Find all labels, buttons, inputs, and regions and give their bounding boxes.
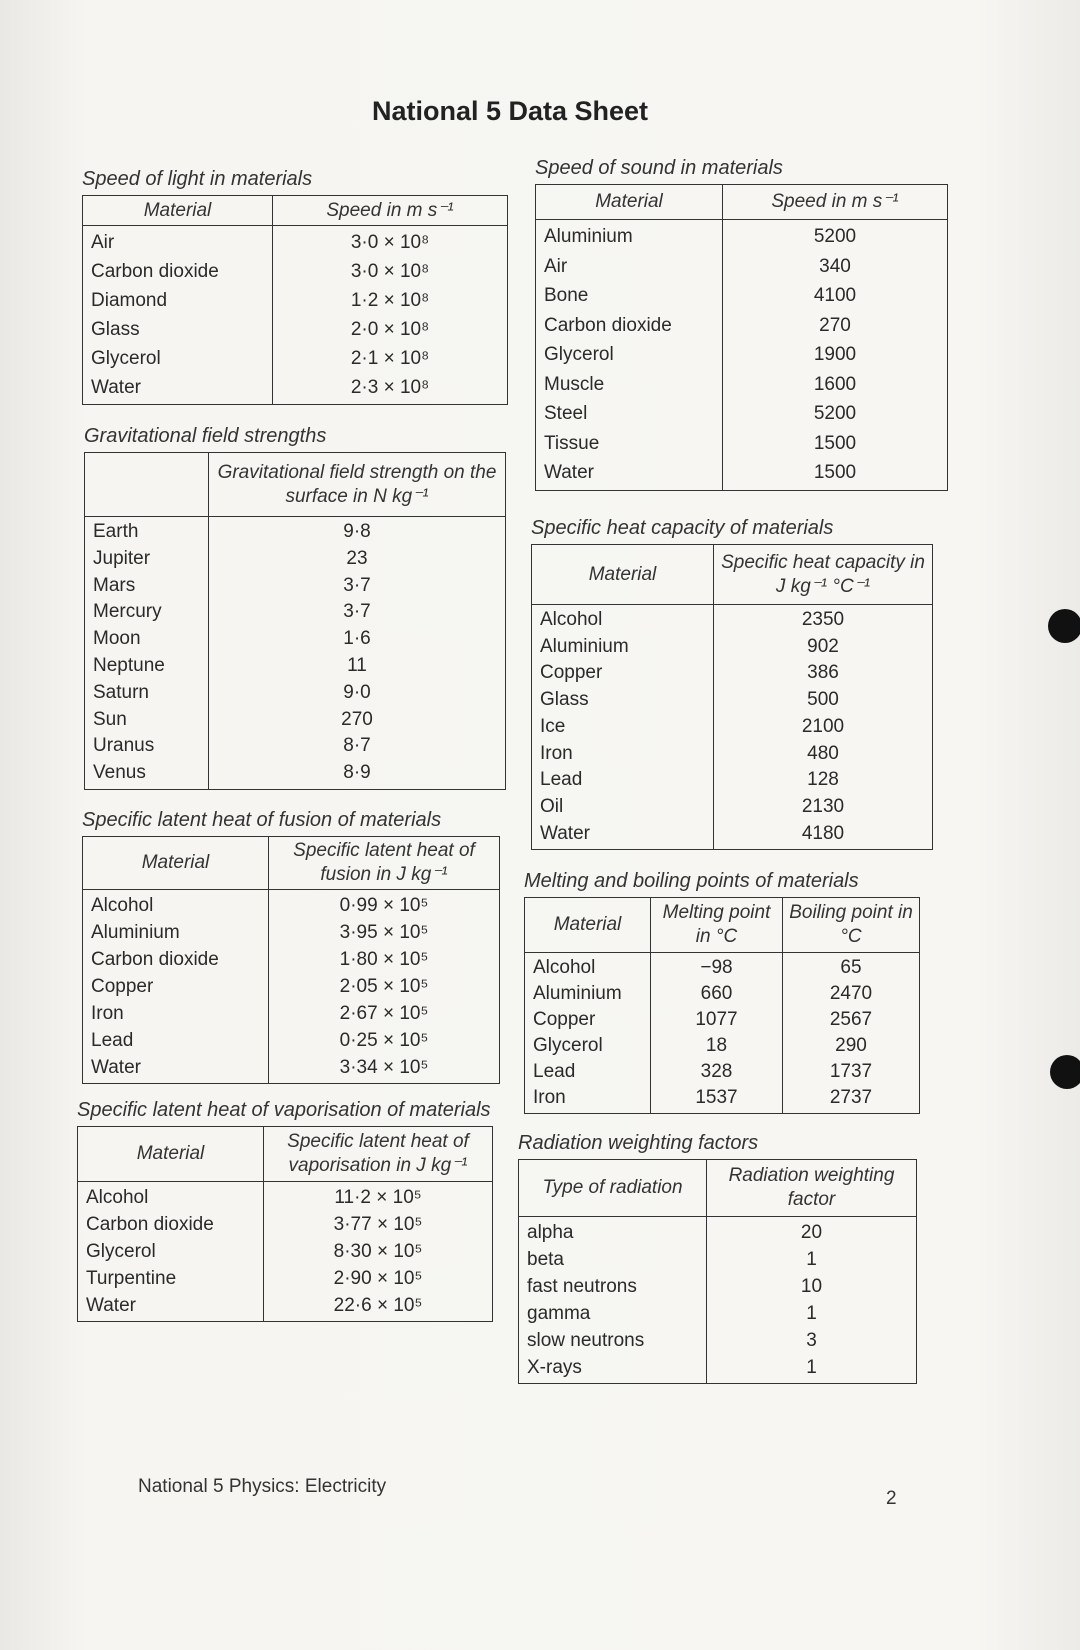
column-header: Boiling point in °C — [783, 898, 920, 953]
row-label: slow neutrons — [527, 1330, 645, 1351]
row-label: Glass — [91, 319, 140, 340]
row-label: Glycerol — [533, 1035, 603, 1056]
row-label: Saturn — [93, 681, 149, 703]
column-cells — [85, 517, 209, 790]
row-value: 340 — [819, 255, 851, 277]
column-header: Specific latent heat of fusion in J kg⁻¹ — [269, 837, 500, 890]
punch-hole — [1048, 609, 1080, 643]
punch-hole — [1050, 1055, 1080, 1089]
table-caption: Specific latent heat of fusion of materials — [82, 809, 442, 831]
row-value: 480 — [807, 742, 839, 764]
table-body — [532, 605, 933, 850]
column-cells — [264, 1182, 493, 1322]
row-label: Lead — [540, 769, 583, 791]
row-value: 18 — [705, 1035, 728, 1056]
row-label: Neptune — [93, 654, 165, 676]
row-label: Lead — [533, 1061, 576, 1082]
speed-of-sound-table — [535, 184, 948, 491]
footer-title: National 5 Physics: Electricity — [138, 1476, 387, 1497]
latent-fusion-table-block — [82, 809, 500, 1084]
row-label: Steel — [544, 403, 588, 424]
row-value: 1900 — [813, 344, 857, 365]
row-label: Glycerol — [544, 344, 614, 365]
table-body — [78, 1182, 493, 1322]
column-cells — [519, 1217, 707, 1384]
radiation-weighting-table — [518, 1159, 917, 1384]
header-row — [83, 196, 508, 226]
row-value: 3·7 — [343, 601, 371, 623]
row-value: 1·80 × 10⁵ — [339, 949, 429, 970]
table-body — [519, 1217, 917, 1384]
column-cells — [525, 953, 651, 1114]
row-value: 290 — [835, 1035, 867, 1056]
column-cells — [78, 1182, 264, 1322]
specific-heat-capacity-table — [531, 544, 933, 850]
row-value: 1 — [806, 1357, 817, 1378]
row-value: 65 — [840, 957, 862, 978]
row-label: Alcohol — [533, 957, 596, 978]
row-value: 3·7 — [343, 574, 371, 596]
row-value: 2350 — [801, 609, 845, 630]
row-label: Glycerol — [86, 1241, 156, 1262]
row-label: Air — [91, 232, 115, 253]
row-value: 2130 — [801, 795, 845, 817]
table-body — [83, 890, 500, 1084]
column-header: Material — [78, 1127, 264, 1182]
table-body — [536, 220, 948, 491]
row-value: 5200 — [813, 403, 857, 424]
column-cells — [651, 953, 783, 1114]
row-value: 1077 — [695, 1009, 738, 1030]
row-value: 2737 — [829, 1087, 873, 1108]
column-cells — [532, 605, 714, 850]
row-label: Copper — [91, 976, 154, 997]
row-label: Iron — [540, 742, 573, 764]
row-label: Lead — [91, 1030, 134, 1051]
table-caption: Melting and boiling points of materials — [524, 870, 859, 892]
column-header: Specific latent heat of vaporisation in J kg⁻¹ — [264, 1127, 493, 1182]
column-cells — [269, 890, 500, 1084]
row-label: Iron — [91, 1003, 124, 1024]
row-value: 1600 — [813, 373, 857, 395]
row-value: 3·95 × 10⁵ — [339, 922, 429, 943]
table-caption: Specific heat capacity of materials — [531, 517, 834, 539]
table-body — [83, 226, 508, 405]
column-header: Material — [536, 185, 723, 220]
header-row — [83, 837, 500, 890]
row-value: 0·25 × 10⁵ — [339, 1030, 429, 1051]
row-label: Carbon dioxide — [91, 949, 219, 970]
row-value: 1500 — [813, 462, 857, 483]
latent-vaporisation-table-block — [77, 1099, 493, 1322]
row-value: 2567 — [829, 1009, 873, 1030]
row-label: Moon — [93, 628, 141, 650]
header-row — [525, 898, 920, 953]
column-cells — [714, 605, 933, 850]
row-value: 270 — [819, 314, 851, 336]
header-row — [519, 1160, 917, 1217]
row-label: Carbon dioxide — [91, 261, 219, 282]
table-body — [525, 953, 920, 1114]
page-title: National 5 Data Sheet — [371, 96, 649, 126]
row-value: 22·6 × 10⁵ — [333, 1295, 423, 1316]
melting-boiling-table-block — [524, 870, 920, 1114]
column-cells — [536, 220, 723, 491]
row-label: Aluminium — [91, 922, 180, 943]
row-label: Iron — [533, 1087, 566, 1108]
row-value: 128 — [807, 769, 839, 791]
column-cells — [273, 226, 508, 405]
row-value: 1 — [806, 1249, 817, 1270]
table-caption: Gravitational field strengths — [84, 425, 327, 447]
row-value: 11 — [347, 654, 367, 676]
row-label: Venus — [93, 762, 146, 784]
row-label: Carbon dioxide — [86, 1214, 214, 1235]
header-row — [85, 453, 506, 517]
row-value: 2·05 × 10⁵ — [339, 976, 429, 997]
row-label: Oil — [540, 795, 564, 817]
row-label: Copper — [540, 662, 603, 684]
row-label: fast neutrons — [527, 1276, 637, 1297]
row-value: 1737 — [829, 1061, 873, 1082]
header-row — [78, 1127, 493, 1182]
column-header: Gravitational field strength on the surface in N kg⁻¹ — [209, 453, 506, 517]
row-value: 500 — [807, 689, 839, 711]
row-value: 1537 — [695, 1087, 738, 1108]
row-value: 5200 — [813, 226, 857, 247]
column-cells — [783, 953, 920, 1114]
row-value: 2·0 × 10⁸ — [350, 319, 430, 340]
column-header: Speed in m s⁻¹ — [273, 196, 508, 226]
row-label: beta — [527, 1249, 564, 1270]
latent-vaporisation-table — [77, 1126, 493, 1322]
row-value: 1 — [806, 1303, 817, 1324]
column-cells — [83, 890, 269, 1084]
row-value: 8·30 × 10⁵ — [333, 1241, 423, 1262]
row-label: Tissue — [544, 432, 600, 454]
row-value: 328 — [700, 1061, 733, 1082]
row-value: 8·7 — [343, 735, 371, 757]
row-label: Alcohol — [91, 895, 154, 916]
row-label: alpha — [527, 1222, 574, 1243]
row-value: 20 — [800, 1222, 823, 1243]
row-label: X-rays — [527, 1357, 582, 1378]
row-value: 3·34 × 10⁵ — [339, 1057, 429, 1078]
row-value: 386 — [807, 662, 839, 684]
row-label: Water — [544, 462, 594, 483]
table-caption: Radiation weighting factors — [518, 1132, 759, 1154]
gravitational-field-table — [84, 452, 506, 790]
column-cells — [723, 220, 948, 491]
table-caption: Speed of light in materials — [82, 168, 313, 190]
row-value: 9·8 — [343, 521, 371, 542]
table-caption: Speed of sound in materials — [535, 157, 783, 179]
row-label: Water — [91, 377, 141, 398]
row-value: 2·1 × 10⁸ — [350, 348, 430, 369]
row-label: Uranus — [93, 735, 155, 757]
row-label: Alcohol — [540, 609, 603, 630]
radiation-weighting-table-block — [518, 1132, 917, 1384]
column-header: Material — [525, 898, 651, 953]
column-cells — [83, 226, 273, 405]
speed-of-light-table-block — [82, 168, 508, 405]
row-label: Diamond — [91, 290, 168, 311]
column-header: Speed in m s⁻¹ — [723, 185, 948, 220]
row-value: 3·0 × 10⁸ — [350, 232, 430, 253]
row-value: 1·6 — [343, 628, 371, 650]
row-value: 4100 — [813, 285, 857, 306]
row-value: 11·2 × 10⁵ — [334, 1187, 422, 1208]
row-label: Aluminium — [540, 635, 629, 657]
column-header: Type of radiation — [519, 1160, 707, 1217]
row-label: Water — [86, 1295, 136, 1316]
row-value: 902 — [807, 635, 839, 657]
column-header: Melting point in °C — [651, 898, 783, 953]
column-cells — [209, 517, 506, 790]
row-value: 3 — [806, 1330, 817, 1351]
row-label: Glass — [540, 689, 589, 711]
column-header — [85, 453, 209, 517]
row-label: Glycerol — [91, 348, 161, 369]
row-label: Air — [544, 255, 568, 277]
row-value: −98 — [700, 957, 733, 978]
row-value: 10 — [800, 1276, 823, 1297]
table-body — [85, 517, 506, 790]
column-header: Specific heat capacity in J kg⁻¹ °C⁻¹ — [714, 545, 933, 605]
row-label: Earth — [93, 521, 139, 542]
row-value: 660 — [700, 983, 733, 1004]
column-cells — [707, 1217, 917, 1384]
header-row — [536, 185, 948, 220]
row-value: 2·67 × 10⁵ — [339, 1003, 429, 1024]
speed-of-light-table — [82, 195, 508, 405]
row-value: 2·90 × 10⁵ — [333, 1268, 423, 1289]
column-header: Material — [83, 196, 273, 226]
row-label: Alcohol — [86, 1187, 149, 1208]
row-label: Carbon dioxide — [544, 314, 672, 336]
row-label: Ice — [540, 715, 566, 737]
column-header: Material — [83, 837, 269, 890]
row-label: Copper — [533, 1009, 596, 1030]
column-header: Radiation weighting factor — [707, 1160, 917, 1217]
latent-fusion-table — [82, 836, 500, 1084]
melting-boiling-table — [524, 897, 920, 1114]
row-value: 270 — [341, 708, 373, 730]
row-label: Sun — [93, 708, 127, 730]
row-label: Jupiter — [93, 547, 151, 569]
specific-heat-capacity-table-block — [531, 517, 933, 850]
row-value: 23 — [346, 547, 368, 569]
row-label: Bone — [544, 285, 589, 306]
row-label: Mercury — [93, 601, 162, 623]
row-label: Water — [540, 822, 590, 844]
row-value: 2470 — [829, 983, 873, 1004]
row-label: Turpentine — [86, 1268, 177, 1289]
row-label: Aluminium — [544, 226, 633, 247]
row-label: Mars — [93, 574, 136, 596]
row-value: 3·0 × 10⁸ — [350, 261, 430, 282]
table-caption: Specific latent heat of vaporisation of materials — [77, 1099, 491, 1121]
row-label: Water — [91, 1057, 141, 1078]
gravitational-field-table-block — [84, 425, 506, 790]
speed-of-sound-table-block — [535, 157, 948, 491]
row-value: 2100 — [801, 715, 845, 737]
row-value: 2·3 × 10⁸ — [350, 377, 430, 398]
row-value: 0·99 × 10⁵ — [339, 895, 429, 916]
column-header: Material — [532, 545, 714, 605]
row-value: 4180 — [801, 822, 845, 844]
row-label: Aluminium — [533, 983, 622, 1004]
row-label: gamma — [527, 1303, 591, 1324]
row-value: 1·2 × 10⁸ — [350, 290, 430, 311]
row-label: Muscle — [544, 373, 605, 395]
row-value: 1500 — [813, 432, 857, 454]
row-value: 8·9 — [343, 762, 371, 784]
header-row — [532, 545, 933, 605]
row-value: 3·77 × 10⁵ — [333, 1214, 423, 1235]
row-value: 9·0 — [343, 681, 371, 703]
page-number: 2 — [886, 1488, 897, 1509]
